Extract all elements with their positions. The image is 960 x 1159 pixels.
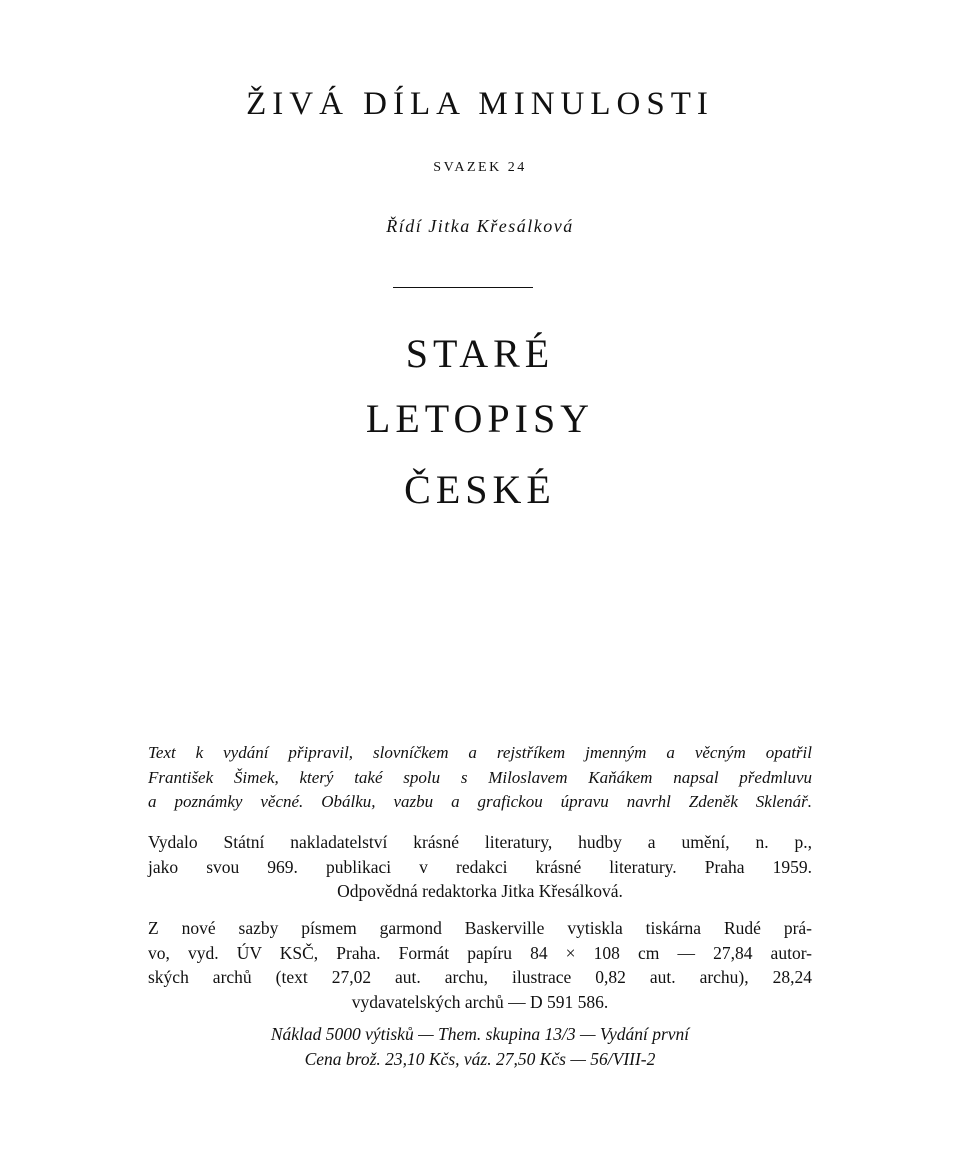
credits-line: František Šimek, který také spolu s Miloslavem Kaňákem napsal předmluvu bbox=[148, 767, 812, 787]
series-editor: Řídí Jitka Křesálková bbox=[386, 216, 574, 236]
book-title-line-3: ČESKÉ bbox=[404, 467, 556, 512]
printing-line: Z nové sazby písmem garmond Baskerville vytiskla tiskárna Rudé prá- bbox=[148, 918, 812, 938]
series-title: ŽIVÁ DÍLA MINULOSTI bbox=[246, 86, 714, 122]
credits-paragraph bbox=[148, 741, 812, 815]
edition-line: Náklad 5000 výtisků — Them. skupina 13/3 — Vydání první bbox=[270, 1024, 690, 1044]
publisher-line: Odpovědná redaktorka Jitka Křesálková. bbox=[337, 881, 623, 901]
volume-number: SVAZEK 24 bbox=[433, 160, 527, 175]
edition-info bbox=[148, 1022, 812, 1071]
printing-line: ských archů (text 27,02 aut. archu, ilustrace 0,82 aut. archu), 28,24 bbox=[148, 967, 812, 987]
price-line: Cena brož. 23,10 Kčs, váz. 27,50 Kčs — 56/VIII-2 bbox=[304, 1048, 656, 1069]
publisher-paragraph bbox=[148, 830, 812, 904]
book-title-line-1: STARÉ bbox=[405, 331, 555, 376]
printing-paragraph bbox=[148, 916, 812, 1014]
publisher-line: Vydalo Státní nakladatelství krásné literatury, hudby a umění, n. p., bbox=[148, 832, 812, 852]
credits-line: a poznámky věcné. Obálku, vazbu a grafickou úpravu navrhl Zdeněk Sklenář. bbox=[148, 792, 812, 811]
printing-line: vydavatelských archů — D 591 586. bbox=[351, 991, 609, 1012]
publisher-line: jako svou 969. publikaci v redakci krásné literatury. Praha 1959. bbox=[148, 856, 812, 877]
credits-line: Text k vydání připravil, slovníčkem a rejstříkem jmenným a věcným opatřil bbox=[148, 743, 812, 762]
printing-line: vo, vyd. ÚV KSČ, Praha. Formát papíru 84 × 108 cm — 27,84 autor- bbox=[148, 942, 812, 963]
book-title-line-2: LETOPISY bbox=[365, 396, 595, 441]
divider-rule bbox=[393, 287, 533, 288]
